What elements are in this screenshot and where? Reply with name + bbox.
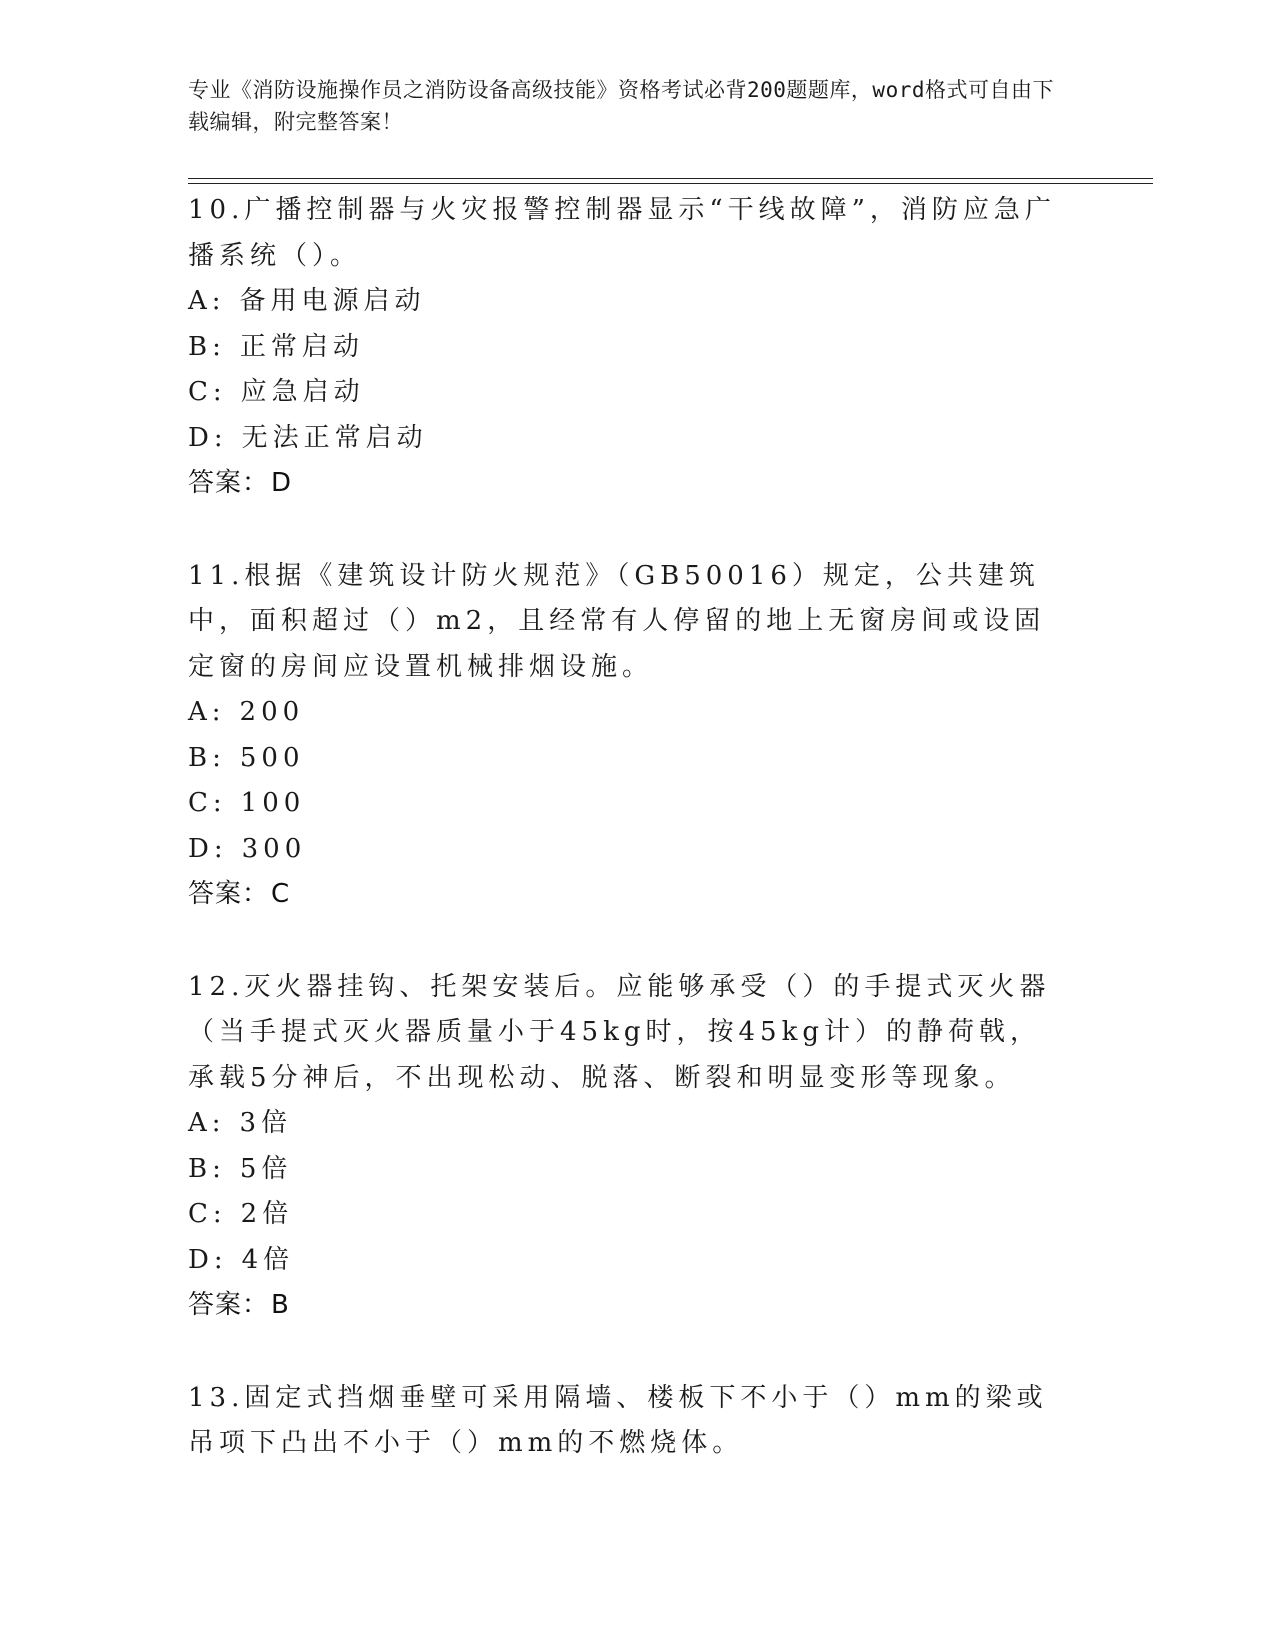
option-key: C: (188, 788, 227, 818)
option-b (188, 736, 1088, 782)
option-key: A: (188, 286, 226, 316)
option-text: 应急启动 (240, 377, 365, 407)
answer-value: D (271, 468, 293, 498)
option-text: 正常启动 (239, 331, 364, 362)
option-text: 4倍 (241, 1244, 295, 1275)
answer-label: 答案： (188, 1290, 270, 1320)
option-key: B: (188, 742, 226, 773)
option-key: C: (188, 1199, 227, 1229)
option-key: C: (188, 377, 227, 407)
option-key: D: (188, 833, 228, 864)
option-key: D: (188, 1244, 228, 1275)
option-text: 100 (240, 788, 306, 818)
option-d (188, 416, 1088, 462)
option-c (188, 1192, 1088, 1238)
option-d (188, 1238, 1088, 1284)
question-13 (188, 1376, 1088, 1467)
option-key: A: (188, 1108, 226, 1138)
option-b (188, 1147, 1088, 1193)
option-c (188, 370, 1088, 416)
option-a (188, 279, 1088, 325)
question-11 (188, 554, 1088, 918)
header-divider-top (188, 178, 1153, 179)
answer-label: 答案： (188, 468, 270, 498)
option-d (188, 827, 1088, 873)
option-text: 5倍 (239, 1153, 293, 1184)
answer-value: C (271, 879, 291, 909)
option-c (188, 781, 1088, 827)
option-text: 2倍 (240, 1199, 294, 1229)
option-key: B: (188, 1153, 226, 1184)
option-b (188, 325, 1088, 371)
option-key: B: (188, 331, 226, 362)
answer-line (188, 1283, 1088, 1329)
question-10 (188, 188, 1088, 507)
header-divider-bottom (188, 183, 1153, 184)
option-text: 500 (239, 742, 305, 773)
question-text: 13.固定式挡烟垂壁可采用隔墙、楼板下不小于（）mm的梁或吊项下凸出不小于（）mm的不燃烧体。 (188, 1382, 1048, 1458)
option-text: 备用电源启动 (239, 286, 426, 316)
option-key: D: (188, 422, 228, 453)
option-text: 200 (239, 697, 305, 727)
question-text: 11.根据《建筑设计防火规范》（GB50016）规定，公共建筑中，面积超过（）m2，且经常有人停留的地上无窗房间或设固定窗的房间应设置机械排烟设施。 (188, 560, 1046, 682)
option-a (188, 1101, 1088, 1147)
question-list (188, 188, 1088, 1514)
answer-value: B (271, 1290, 290, 1320)
option-text: 300 (241, 833, 307, 864)
question-text: 12.灭火器挂钩、托架安装后。应能够承受（）的手提式灭火器（当手提式灭火器质量小于45kg时，按45kg计）的静荷戟，承载5分神后，不出现松动、脱落、断裂和明显变形等现象。 (188, 971, 1051, 1093)
option-key: A: (188, 697, 226, 727)
question-text: 10.广播控制器与火灾报警控制器显示“干线故障”，消防应急广播系统（）。 (188, 195, 1056, 271)
question-12 (188, 965, 1088, 1329)
answer-line (188, 872, 1088, 918)
answer-line (188, 461, 1088, 507)
answer-label: 答案： (188, 879, 270, 909)
option-text: 无法正常启动 (241, 422, 428, 453)
option-a (188, 690, 1088, 736)
document-header: 专业《消防设施操作员之消防设备高级技能》资格考试必背200题题库，word格式可自由下载编辑，附完整答案！ (188, 78, 1054, 134)
option-text: 3倍 (239, 1108, 293, 1138)
